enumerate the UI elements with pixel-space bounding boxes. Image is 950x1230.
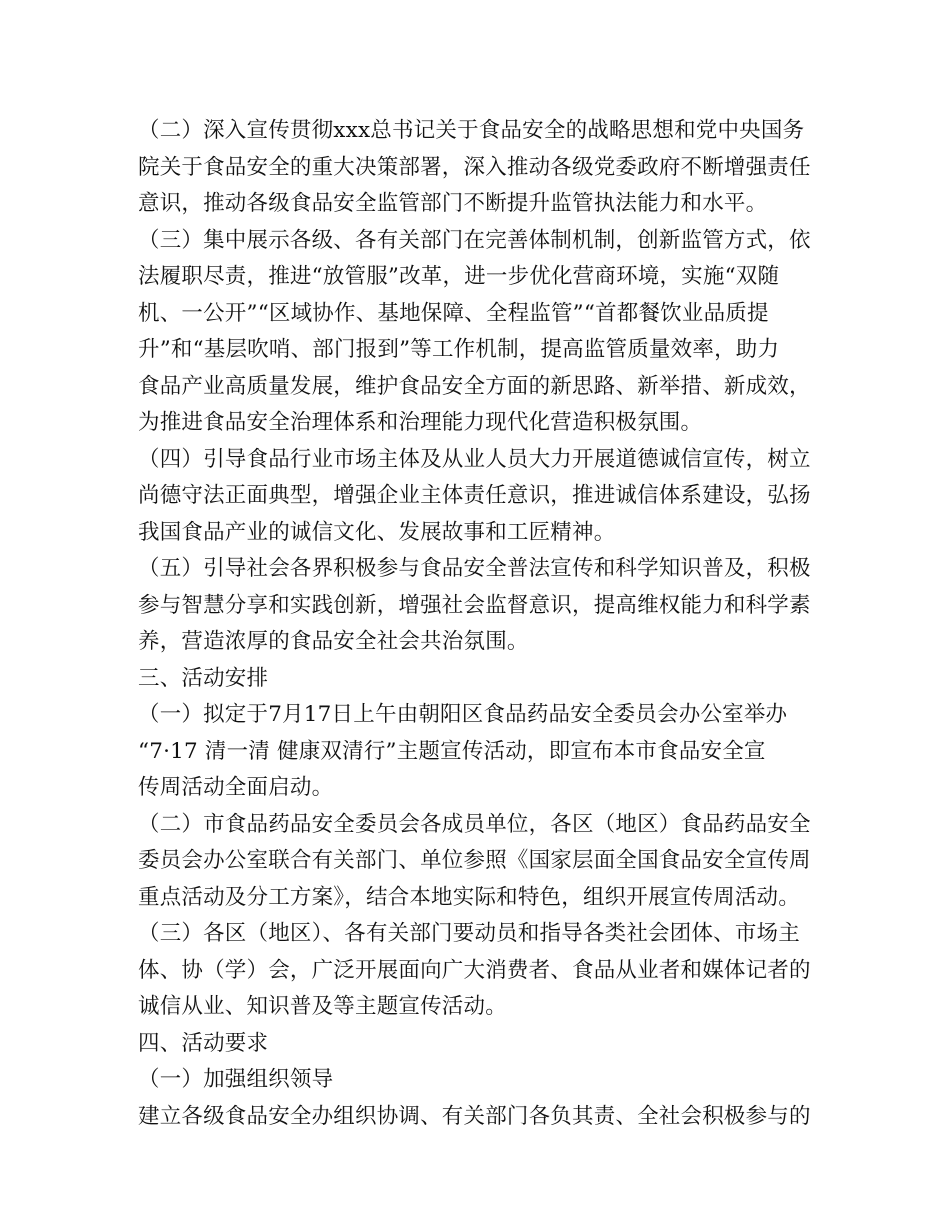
document-body bbox=[138, 113, 818, 1135]
text-line: 升”和“基层吹哨、部门报到”等工作机制，提高监管质量效率，助力 bbox=[138, 337, 780, 362]
text-line: （三）集中展示各级、各有关部门在完善体制机制，创新监管方式，依 bbox=[138, 227, 811, 253]
text-line: 为推进食品安全治理体系和治理能力现代化营造积极氛围。 bbox=[138, 410, 703, 435]
subsection-heading: （一）加强组织领导 bbox=[138, 1067, 334, 1092]
text-line: 机、一公开”“区域协作、基地保障、全程监管”“首都餐饮业品质提 bbox=[138, 300, 769, 326]
text-line: 建立各级食品安全办组织协调、有关部门各负其责、全社会积极参与的 bbox=[138, 1103, 811, 1129]
section-heading: 三、活动安排 bbox=[138, 665, 269, 691]
text-line: 法履职尽责，推进“放管服”改革，进一步优化营商环境，实施“双随 bbox=[138, 264, 780, 289]
text-line: （三）各区（地区）、各有关部门要动员和指导各类社会团体、市场主 bbox=[138, 921, 800, 946]
text-line: 体、协（学）会，广泛开展面向广大消费者、食品从业者和媒体记者的 bbox=[138, 957, 811, 983]
text-line: 我国食品产业的诚信文化、发展故事和工匠精神。 bbox=[138, 519, 616, 545]
text-line: 食品产业高质量发展，维护食品安全方面的新思路、新举措、新成效， bbox=[138, 373, 811, 399]
text-line: （四）引导食品行业市场主体及从业人员大力开展道德诚信宣传，树立 bbox=[138, 446, 811, 472]
text-line: （一）拟定于7月17日上午由朝阳区食品药品安全委员会办公室举办 bbox=[138, 702, 788, 727]
text-line: 诚信从业、知识普及等主题宣传活动。 bbox=[138, 994, 507, 1019]
text-line: 参与智慧分享和实践创新，增强社会监督意识，提高维权能力和科学素 bbox=[138, 592, 811, 618]
text-line: 传周活动全面启动。 bbox=[138, 775, 334, 800]
text-line: 意识，推动各级食品安全监管部门不断提升监管执法能力和水平。 bbox=[138, 191, 768, 216]
text-line: 院关于食品安全的重大决策部署，深入推动各级党委政府不断增强责任 bbox=[138, 154, 811, 180]
text-line: （五）引导社会各界积极参与食品安全普法宣传和科学知识普及，积极 bbox=[138, 556, 811, 581]
text-line: 尚德守法正面典型，增强企业主体责任意识，推进诚信体系建设，弘扬 bbox=[138, 483, 811, 508]
text-line: 重点活动及分工方案》，结合本地实际和特色，组织开展宣传周活动。 bbox=[138, 884, 800, 910]
text-line: （二）市食品药品安全委员会各成员单位，各区（地区）食品药品安全 bbox=[138, 811, 811, 837]
text-line: “7·17 清一清 健康双清行”主题宣传活动，即宣布本市食品安全宣 bbox=[138, 738, 766, 764]
text-line: （二）深入宣传贯彻xxx总书记关于食品安全的战略思想和党中央国务 bbox=[138, 118, 805, 143]
section-heading: 四、活动要求 bbox=[138, 1030, 269, 1056]
text-line: 养，营造浓厚的食品安全社会共治氛围。 bbox=[138, 629, 529, 654]
text-line: 委员会办公室联合有关部门、单位参照《国家层面全国食品安全宣传周 bbox=[138, 848, 811, 873]
